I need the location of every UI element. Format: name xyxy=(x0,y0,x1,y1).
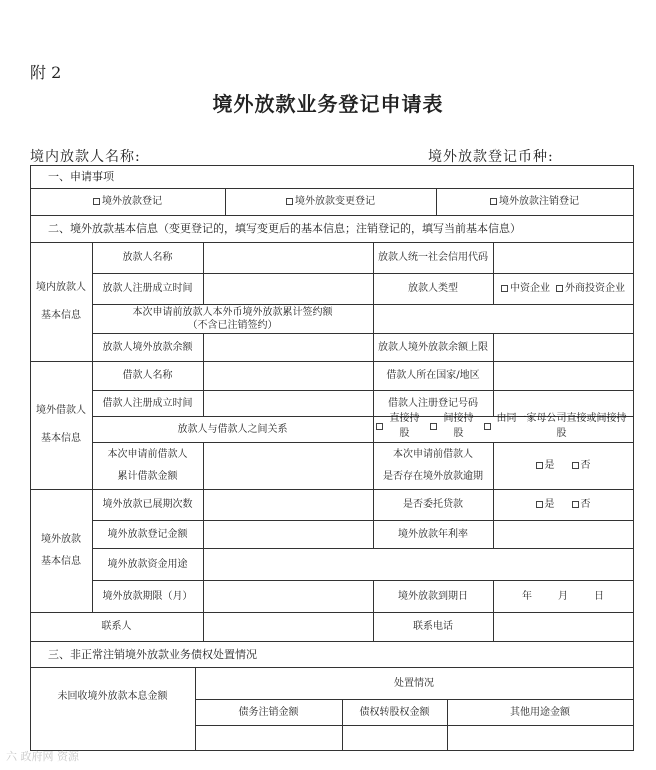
interest-rate-label: 境外放款年利率 xyxy=(398,528,468,540)
lender-reg-date-label: 放款人注册成立时间 xyxy=(102,283,193,294)
checkbox-same-parent[interactable]: 由同一家母公司直接或间接持股 xyxy=(484,411,630,441)
lender-type-options xyxy=(493,273,633,304)
section-2-title: 二、境外放款基本信息（变更登记的，填写变更后的基本信息；注销登记的，填写当前基本信息） xyxy=(48,222,521,235)
balance-limit-label: 放款人境外放款余额上限 xyxy=(378,341,488,353)
other-use-amount-input[interactable] xyxy=(447,725,633,750)
maturity-date-input[interactable] xyxy=(493,580,633,612)
lender-reg-date-input[interactable] xyxy=(203,273,373,304)
interest-rate-input[interactable] xyxy=(493,520,633,548)
borrower-reg-date-input[interactable] xyxy=(203,390,373,416)
fund-usage-label: 境外放款资金用途 xyxy=(107,558,188,570)
borrower-reg-date-label: 借款人注册成立时间 xyxy=(102,397,193,409)
loan-term-input[interactable] xyxy=(203,580,373,612)
contact-label: 联系人 xyxy=(101,621,132,632)
checkbox-icon[interactable] xyxy=(430,423,437,430)
checkbox-chinese-enterprise[interactable]: 中资企业 xyxy=(501,281,550,296)
debt-to-equity-amount-label: 债权转股权金额 xyxy=(359,706,430,718)
date-day: 日 xyxy=(594,590,604,602)
balance-limit-input[interactable] xyxy=(493,333,633,361)
checkbox-direct-holding[interactable]: 直接持股 xyxy=(376,411,424,441)
lender-name-input[interactable] xyxy=(203,242,373,273)
contact-input[interactable] xyxy=(203,612,373,641)
checkbox-icon[interactable] xyxy=(376,423,383,430)
checkbox-icon[interactable] xyxy=(484,423,491,430)
relationship-label: 放款人与借款人之间关系 xyxy=(177,423,288,435)
checkbox-icon[interactable] xyxy=(286,198,293,205)
lender-balance-input[interactable] xyxy=(203,333,373,361)
cum-borrow-input[interactable] xyxy=(203,442,373,489)
checkbox-icon[interactable] xyxy=(93,198,100,205)
checkbox-icon[interactable] xyxy=(536,501,543,508)
loan-amount-label: 境外放款登记金额 xyxy=(107,528,188,540)
loan-term-label: 境外放款期限（月） xyxy=(102,590,193,602)
date-month: 月 xyxy=(558,590,568,602)
watermark: 六 政府网 资源 xyxy=(6,750,79,763)
extensions-label: 境外放款已展期次数 xyxy=(102,499,193,510)
overdue-label: 本次申请前借款人 是否存在境外放款逾期 xyxy=(383,448,483,482)
maturity-label: 境外放款到期日 xyxy=(398,590,468,602)
unrecovered-amount-input[interactable] xyxy=(30,725,195,750)
cum-borrow-label: 本次申请前借款人 累计借款金额 xyxy=(107,448,188,482)
checkbox-icon[interactable] xyxy=(490,198,497,205)
other-use-amount-label: 其他用途金额 xyxy=(510,706,570,718)
checkbox-icon[interactable] xyxy=(556,285,563,292)
borrower-group-label: 境外借款人 基本信息 xyxy=(36,405,86,444)
currency-label: 境外放款登记币种: xyxy=(428,149,554,165)
cumulative-contract-label: 本次申请前放款人本外币境外放款累计签约额 （不含已注销签约） xyxy=(132,306,333,331)
credit-code-label: 放款人统一社会信用代码 xyxy=(378,252,488,263)
borrower-country-label: 借款人所在国家/地区 xyxy=(386,370,480,381)
form-title: 境外放款业务登记申请表 xyxy=(212,92,444,116)
unrecovered-amount-label: 未回收境外放款本息金额 xyxy=(57,690,168,702)
lender-name-label: 放款人名称 xyxy=(122,252,173,263)
loan-group-label: 境外放款 基本信息 xyxy=(41,533,81,567)
borrower-name-input[interactable] xyxy=(203,361,373,390)
loan-amount-input[interactable] xyxy=(203,520,373,548)
domestic-lender-group-label: 境内放款人 基本信息 xyxy=(36,281,86,321)
lender-name-label: 境内放款人名称: xyxy=(30,149,141,165)
debt-to-equity-amount-input[interactable] xyxy=(342,725,447,750)
borrower-regno-label: 借款人注册登记号码 xyxy=(388,397,478,409)
fund-usage-input[interactable] xyxy=(203,548,633,580)
checkbox-icon[interactable] xyxy=(572,501,579,508)
entrusted-label: 是否委托贷款 xyxy=(403,499,463,510)
borrower-name-label: 借款人名称 xyxy=(122,370,173,381)
checkbox-entrusted-no[interactable]: 否 xyxy=(572,497,591,512)
checkbox-icon[interactable] xyxy=(501,285,508,292)
credit-code-input[interactable] xyxy=(493,242,633,273)
entrusted-options xyxy=(493,489,633,520)
checkbox-register[interactable]: 境外放款登记 xyxy=(30,188,225,215)
checkbox-overdue-yes[interactable]: 是 xyxy=(536,458,555,473)
overdue-options xyxy=(493,442,633,489)
checkbox-indirect-holding[interactable]: 间接持股 xyxy=(430,411,478,441)
extensions-input[interactable] xyxy=(203,489,373,520)
section-1-title: 一、申请事项 xyxy=(48,170,114,183)
date-year: 年 xyxy=(522,590,532,602)
phone-label: 联系电话 xyxy=(413,621,453,632)
checkbox-entrusted-yes[interactable]: 是 xyxy=(536,497,555,512)
lender-balance-label: 放款人境外放款余额 xyxy=(102,341,193,353)
lender-type-label: 放款人类型 xyxy=(408,283,458,294)
borrower-country-input[interactable] xyxy=(493,361,633,390)
checkbox-icon[interactable] xyxy=(572,462,579,469)
checkbox-foreign-enterprise[interactable]: 外商投资企业 xyxy=(556,281,625,296)
annex-label: 附 2 xyxy=(30,63,62,82)
disposal-label: 处置情况 xyxy=(394,677,434,689)
debt-cancel-amount-label: 债务注销金额 xyxy=(238,706,299,718)
phone-input[interactable] xyxy=(493,612,633,641)
checkbox-cancel-register[interactable]: 境外放款注销登记 xyxy=(436,188,633,215)
debt-cancel-amount-input[interactable] xyxy=(195,725,342,750)
cumulative-contract-input[interactable] xyxy=(373,304,633,333)
section-3-title: 三、非正常注销境外放款业务债权处置情况 xyxy=(48,647,257,661)
relationship-options xyxy=(373,413,633,439)
checkbox-icon[interactable] xyxy=(536,462,543,469)
checkbox-overdue-no[interactable]: 否 xyxy=(572,458,591,473)
checkbox-change-register[interactable]: 境外放款变更登记 xyxy=(225,188,436,215)
